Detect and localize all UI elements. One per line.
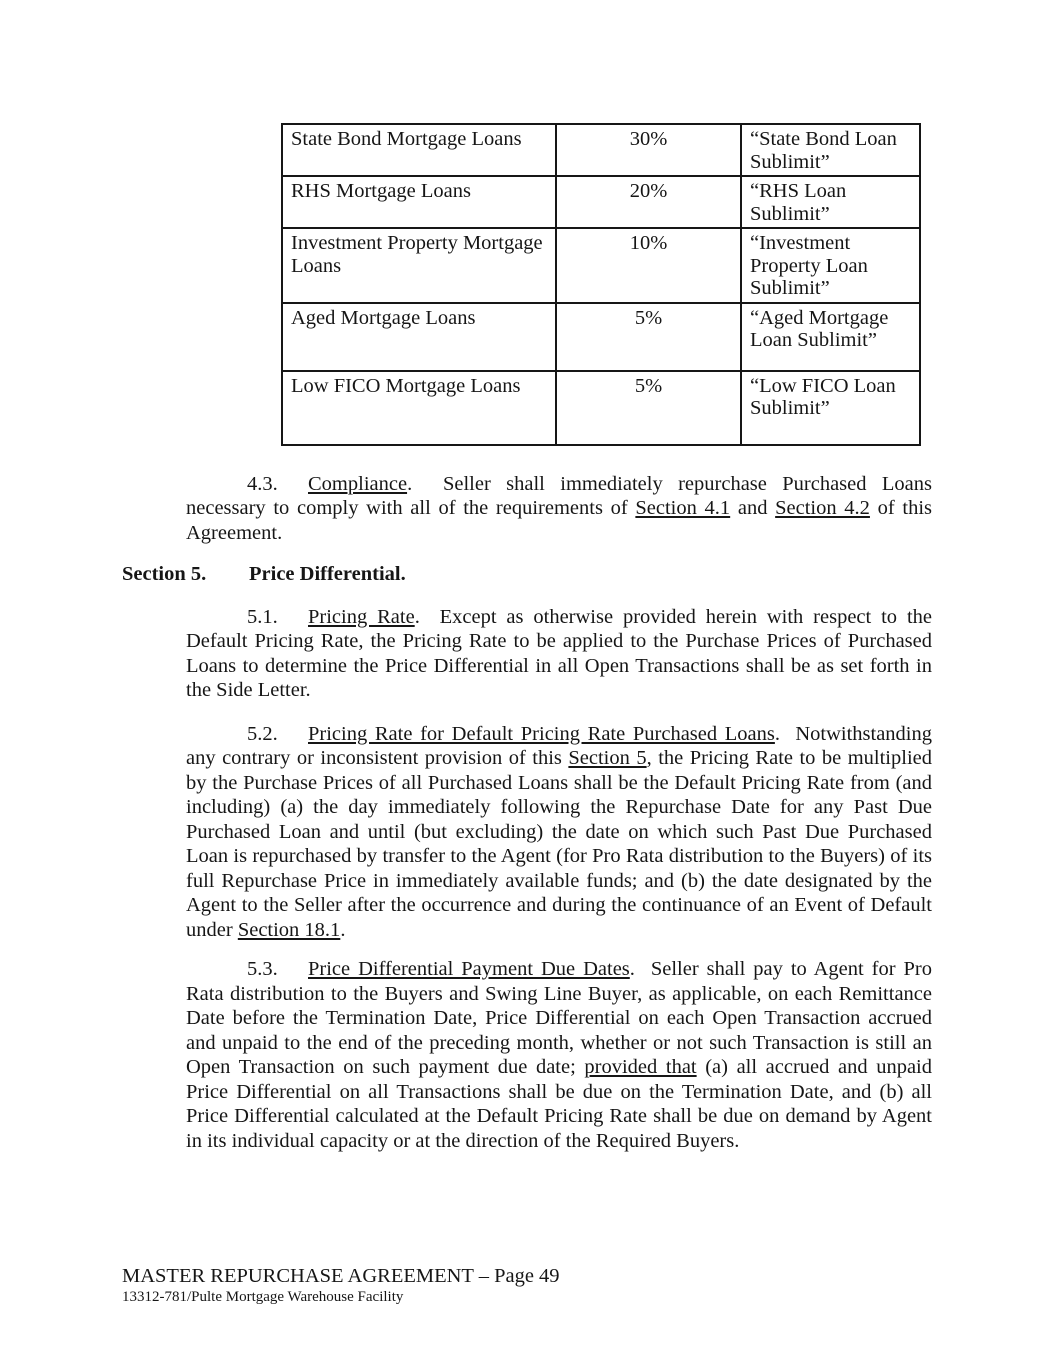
percentage-cell: 5% — [556, 371, 741, 445]
sublimit-name-cell: “Low FICO Loan Sublimit” — [741, 371, 920, 445]
percentage-cell: 10% — [556, 228, 741, 303]
sublimit-table — [281, 123, 921, 446]
page-footer — [122, 1264, 982, 1306]
paragraph-text: Compliance. Seller shall immediately repurchase Purchased Loans necessary to comply with all of the requirements of Section 4.1 and Section 4.2 of this Agreement. — [186, 472, 932, 544]
document-content — [122, 123, 932, 1153]
paragraph-text: Pricing Rate for Default Pricing Rate Purchased Loans. Notwithstanding any contrary or inconsistent provision of this Section 5, the Pricing Rate to be multiplied by the Purchase Prices of all Purchased Loans shall be the Default Pricing Rate from (and including) (a) the day immediately following the Repurchase Date for any Past Due Purchased Loan and until (but excluding) the date on which such Past Due Purchased Loan is repurchased by transfer to the Agent (for Pro Rata distribution to the Buyers) of its full Repurchase Price in immediately available funds; and (b) the date designated by the Agent to the Seller after the occurrence and during the continuance of an Event of Default under Section 18.1. — [186, 722, 932, 941]
sublimit-name-cell: “Aged Mortgage Loan Sublimit” — [741, 303, 920, 371]
percentage-cell: 30% — [556, 124, 741, 176]
paragraph-text: Price Differential Payment Due Dates. Seller shall pay to Agent for Pro Rata distribution to the Buyers and Swing Line Buyer, as applicable, on each Remittance Date before the Termination Date, Price Differential on each Open Transaction accrued and unpaid to the end of the preceding month, whether or not such Transaction is still an Open Transaction on such payment due date; provided that (a) all accrued and unpaid Price Differential on all Transactions shall be due on the Termination Date, and (b) all Price Differential calculated at the Default Pricing Rate shall be due on demand by Agent in its individual capacity or at the direction of the Required Buyers. — [186, 958, 933, 1152]
footer-title: MASTER REPURCHASE AGREEMENT – Page 49 — [122, 1265, 560, 1287]
percentage-cell: 20% — [556, 176, 741, 228]
sublimit-name-cell: “Investment Property Loan Sublimit” — [741, 228, 920, 303]
paragraph-text: Pricing Rate. Except as otherwise provided herein with respect to the Default Pricing Rate, the Pricing Rate to be applied to the Purchase Prices of Purchased Loans to determine the Price Differential in all Open Transactions shall be as set forth in the Side Letter. — [186, 605, 932, 701]
loan-type-cell: RHS Mortgage Loans — [282, 176, 556, 228]
table-row — [282, 371, 920, 445]
sublimit-name-cell: “RHS Loan Sublimit” — [741, 176, 920, 228]
sublimit-name-cell: “State Bond Loan Sublimit” — [741, 124, 920, 176]
table-row — [282, 176, 920, 228]
footer-matter-number: 13312-781/Pulte Mortgage Warehouse Facility — [122, 1289, 404, 1305]
loan-type-cell: Low FICO Mortgage Loans — [282, 371, 556, 445]
paragraph-5-3 — [186, 957, 932, 1153]
paragraph-4-3 — [186, 472, 932, 546]
paragraph-number: 4.3. — [247, 472, 278, 495]
paragraph-5-1 — [186, 605, 932, 703]
table-row — [282, 303, 920, 371]
table-row — [282, 124, 920, 176]
paragraph-number: 5.3. — [247, 958, 278, 980]
section-heading-title: Price Differential. — [249, 563, 406, 585]
loan-type-cell: State Bond Mortgage Loans — [282, 124, 556, 176]
percentage-cell: 5% — [556, 303, 741, 371]
paragraph-number: 5.2. — [247, 722, 278, 745]
section-heading-label: Section 5. — [122, 563, 207, 585]
paragraph-5-2 — [186, 722, 932, 943]
paragraph-number: 5.1. — [247, 605, 278, 628]
section-5-heading — [122, 562, 932, 587]
table-row — [282, 228, 920, 303]
loan-type-cell: Investment Property Mortgage Loans — [282, 228, 556, 303]
loan-type-cell: Aged Mortgage Loans — [282, 303, 556, 371]
